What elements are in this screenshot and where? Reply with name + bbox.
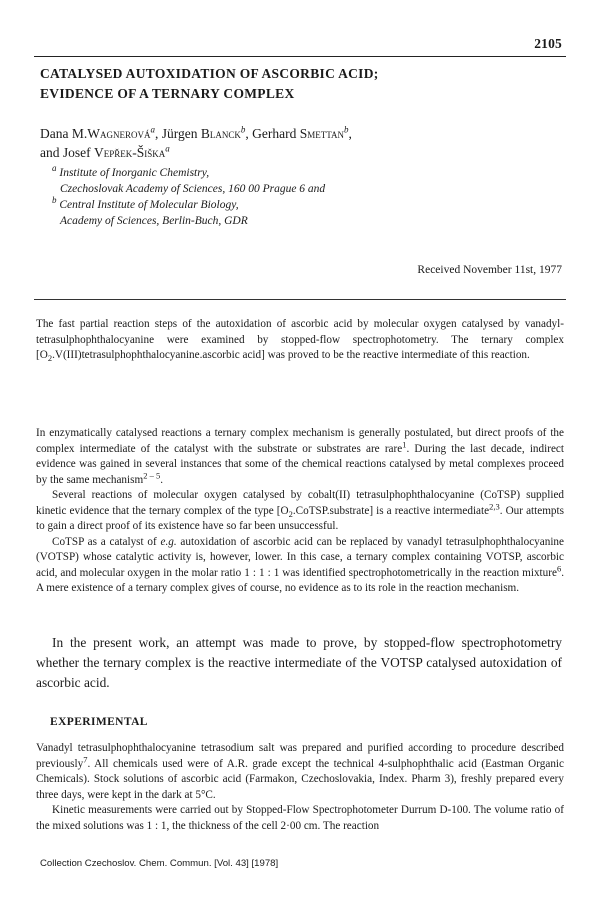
abstract-text-1: The fast partial reaction steps of the autoxidation of ascorbic acid by molecular oxygen catalysed by vanadyl-tetrasulphophthalocyanine were examined by stopped-flow spectrophotometry. The ternary complex [O — [36, 318, 564, 361]
intro-p3-text-a: CoTSP as a catalyst of — [52, 535, 161, 548]
article-title — [40, 64, 570, 104]
author-2-affil-mark: b — [240, 124, 246, 135]
exp-p1-text-a: Vanadyl tetrasulphophthalocyanine tetrasodium salt was prepared and purified according to procedure described previously — [36, 742, 564, 770]
author-3-last: Smettan — [299, 126, 345, 141]
title-line-2: EVIDENCE OF A TERNARY COMPLEX — [40, 86, 295, 101]
author-2-last: Blanck — [200, 126, 241, 141]
author-list — [40, 124, 570, 162]
intro-p2-ref: 2,3 — [489, 500, 500, 511]
author-2-first: Jürgen — [161, 126, 201, 141]
exp-p1-ref: 7 — [83, 753, 88, 764]
author-4-affil-mark: a — [165, 143, 170, 154]
top-rule — [34, 56, 566, 57]
author-3-first: Gerhard — [252, 126, 300, 141]
introduction — [36, 426, 564, 597]
intro-p2-subscript: 2 — [288, 508, 293, 519]
affiliation-a-mark: a — [52, 163, 57, 174]
intro-p2-text-a: Several reactions of molecular oxygen catalysed by cobalt(II) tetrasulphophthalocyanine (CoTSP) supplied kinetic evidence that the ternary complex of the type [O — [36, 489, 564, 517]
experimental-section — [36, 741, 564, 834]
intro-paragraph-3 — [36, 535, 564, 597]
intro-p1-text-b: . During the last decade, indirect evidence was gained in several instances that some of the chemical reactions catalysed by metal complexes proceed by the same mechanism — [36, 442, 564, 486]
author-3-affil-mark: b — [344, 124, 349, 135]
affiliation-b-mark: b — [52, 195, 57, 206]
abstract-rule — [34, 299, 566, 300]
affiliation-b-line-2: Academy of Sciences, Berlin-Buch, GDR — [60, 215, 248, 227]
intro-p2-text-c: . Our attempts to gain a direct proof of its existence have so far been unsuccessful. — [36, 504, 564, 532]
received-date: Received November 11st, 1977 — [417, 264, 562, 276]
author-4-prefix: and Josef — [40, 145, 94, 160]
author-line-2 — [40, 143, 570, 162]
intro-p1-ref-2: 2 – 5 — [143, 469, 161, 480]
affiliation-a-line-1 — [52, 165, 562, 181]
author-1-last: Wagnerová — [87, 126, 151, 141]
title-line-1: CATALYSED AUTOXIDATION OF ASCORBIC ACID; — [40, 66, 379, 81]
intro-p3-eg: e.g. — [160, 535, 177, 548]
author-line-1: Dana M.Wagnerová$^a$, Jürgen Blanck$^b$, Gerhard Smettan$^b$, — [40, 124, 352, 141]
abstract-subscript: 2 — [47, 353, 53, 364]
experimental-paragraph-2: Kinetic measurements were carried out by Stopped-Flow Spectrophotometer Durrum D-100. The volume ratio of the mixed solutions was 1 : 1, the thickness of the cell 2·00 cm. The reaction — [36, 804, 564, 832]
intro-p1-text-c: . — [160, 473, 163, 486]
author-1-first: Dana M. — [40, 126, 88, 141]
section-heading-experimental: EXPERIMENTAL — [50, 716, 148, 728]
aim-statement: In the present work, an attempt was made to prove, by stopped-flow spectrophotometry whether the ternary complex is the reactive intermediate of the VOTSP catalysed autoxidation of ascorbic acid. — [36, 635, 562, 690]
affiliation-b-text-1: Central Institute of Molecular Biology, — [59, 199, 239, 211]
affiliations — [52, 165, 562, 229]
affiliation-b-line-1 — [52, 197, 562, 213]
experimental-paragraph-1 — [36, 741, 564, 803]
intro-paragraph-2 — [36, 488, 564, 535]
intro-p3-ref: 6 — [556, 562, 562, 573]
author-4-last: Vepřek-Šiška — [94, 145, 166, 160]
intro-p2-text-b: .CoTSP.substrate] is a reactive intermediate — [292, 504, 490, 517]
intro-paragraph-1 — [36, 426, 564, 488]
journal-footer: Collection Czechoslov. Chem. Commun. [Vol. 43] [1978] — [40, 858, 279, 869]
author-1-affil-mark: a — [150, 124, 155, 135]
intro-p1-ref-1: 1 — [402, 438, 407, 449]
abstract — [36, 317, 564, 364]
intro-p1-text-a: In enzymatically catalysed reactions a ternary complex mechanism is generally postulated, but direct proofs of the complex intermediate of the catalyst with the substrate or substrates are rare — [36, 427, 564, 455]
page-number: 2105 — [534, 36, 562, 51]
intro-p3-text-b: autoxidation of ascorbic acid can be replaced by vanadyl tetrasulphophthalocyanine (VOTSP) whose catalytic activity is, however, lower. In this case, a ternary complex containing VOTSP, ascorbic acid, and molecular oxygen in the molar ratio 1 : 1 : 1 was identified spectrophotometrically in the reaction mixture — [36, 535, 564, 579]
intro-p3-text-c: . A mere existence of a ternary complex gives of course, no evidence as to its role in the reaction mechanism. — [36, 566, 564, 594]
affiliation-a-text-1: Institute of Inorganic Chemistry, — [59, 167, 210, 179]
exp-p1-text-b: . All chemicals used were of A.R. grade except the technical 4-sulphophthalic acid (Eastman Organic Chemicals). Stock solutions of ascorbic acid (Farmakon, Czechoslovakia, Index. Pharm 3), freshly prepared every three days, were kept in the dark at 5°C. — [36, 757, 564, 801]
abstract-text-2: .V(III)tetrasulphophthalocyanine.ascorbic acid] was proved to be the reactive intermediate of this reaction. — [52, 349, 530, 361]
affiliation-a-line-2: Czechoslovak Academy of Sciences, 160 00 Prague 6 and — [60, 183, 326, 195]
